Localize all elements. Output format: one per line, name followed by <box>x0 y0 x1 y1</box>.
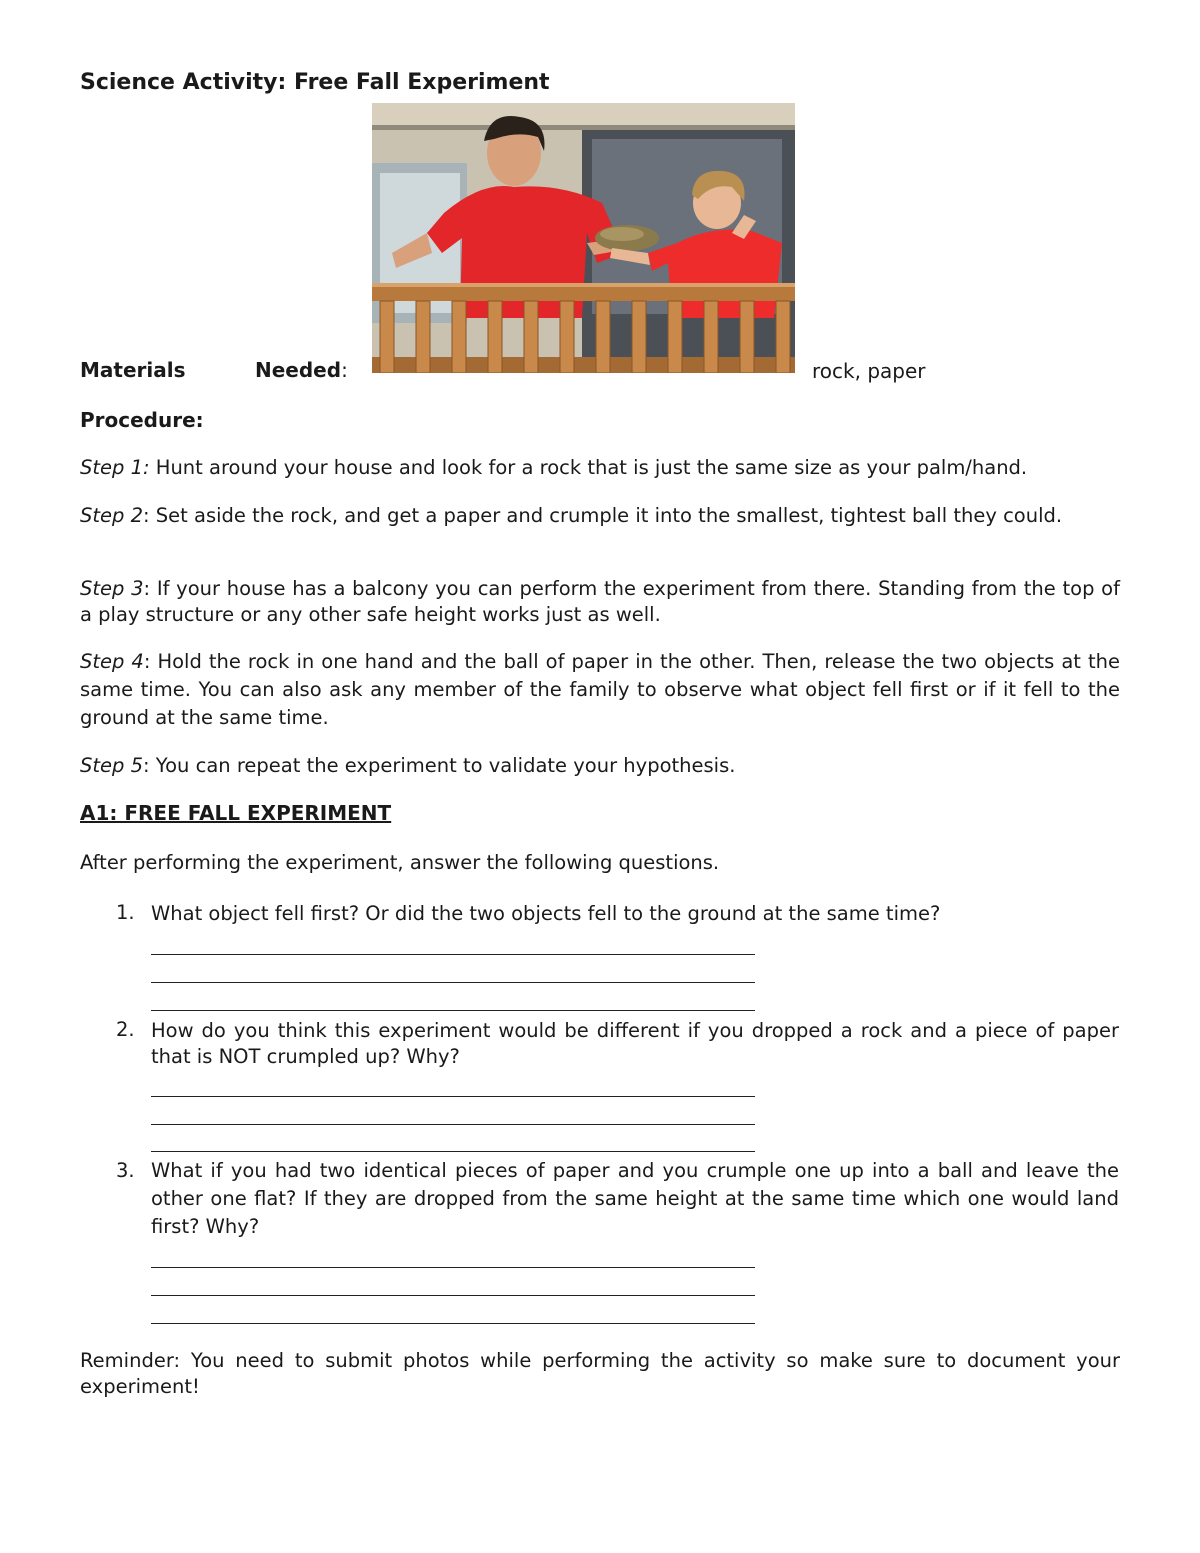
step-label: Step 5 <box>80 754 144 777</box>
step-4: Step 4: Hold the rock in one hand and the ball of paper in the other. Then, release the two objects at the same time. You can also ask any member of the family to observe what object fell first or if it fell to the ground at the same time. <box>80 650 1120 729</box>
answer-line[interactable] <box>151 982 755 983</box>
question-number: 2. <box>116 1018 135 1041</box>
materials-label: Materials <box>80 358 186 382</box>
step-label: Step 2 <box>80 504 144 527</box>
answer-line[interactable] <box>151 1010 755 1011</box>
answer-line[interactable] <box>151 1323 755 1324</box>
section-heading: A1: FREE FALL EXPERIMENT <box>80 801 392 825</box>
intro-text: After performing the experiment, answer the following questions. <box>80 851 720 874</box>
question-3-text: What if you had two identical pieces of paper and you crumple one up into a ball and leave the other one flat? If they are dropped from the same height at the same time which one would land first? Why? <box>151 1159 1119 1238</box>
step-2: Step 2: Set aside the rock, and get a paper and crumple it into the smallest, tightest ball they could. <box>80 504 1063 527</box>
question-number: 3. <box>116 1159 135 1182</box>
step-1: Step 1: Hunt around your house and look for a rock that is just the same size as your palm/hand. <box>80 456 1028 479</box>
answer-line[interactable] <box>151 1096 755 1097</box>
answer-line[interactable] <box>151 954 755 955</box>
question-number: 1. <box>116 901 135 924</box>
step-label: Step 4 <box>80 650 144 673</box>
page-title: Science Activity: Free Fall Experiment <box>80 70 550 95</box>
answer-line[interactable] <box>151 1151 755 1152</box>
reminder-text: Reminder: You need to submit photos while performing the activity so make sure to document your experiment! <box>80 1349 1120 1398</box>
materials-value: rock, paper <box>812 359 926 383</box>
answer-line[interactable] <box>151 1267 755 1268</box>
answer-line[interactable] <box>151 1124 755 1125</box>
question-1-text: What object fell first? Or did the two objects fell to the ground at the same time? <box>151 902 941 925</box>
needed-label: Needed: <box>255 358 348 382</box>
step-5: Step 5: You can repeat the experiment to validate your hypothesis. <box>80 754 736 777</box>
step-label: Step 3 <box>80 577 144 600</box>
step-label: Step 1: <box>80 456 150 479</box>
question-2-text: How do you think this experiment would be different if you dropped a rock and a piece of paper that is NOT crumpled up? Why? <box>151 1019 1119 1068</box>
answer-line[interactable] <box>151 1295 755 1296</box>
step-3: Step 3: If your house has a balcony you can perform the experiment from there. Standing from the top of a play structure or any other safe height works just as well. <box>80 577 1120 626</box>
procedure-heading: Procedure: <box>80 408 204 432</box>
balcony-experiment-photo <box>372 103 795 373</box>
